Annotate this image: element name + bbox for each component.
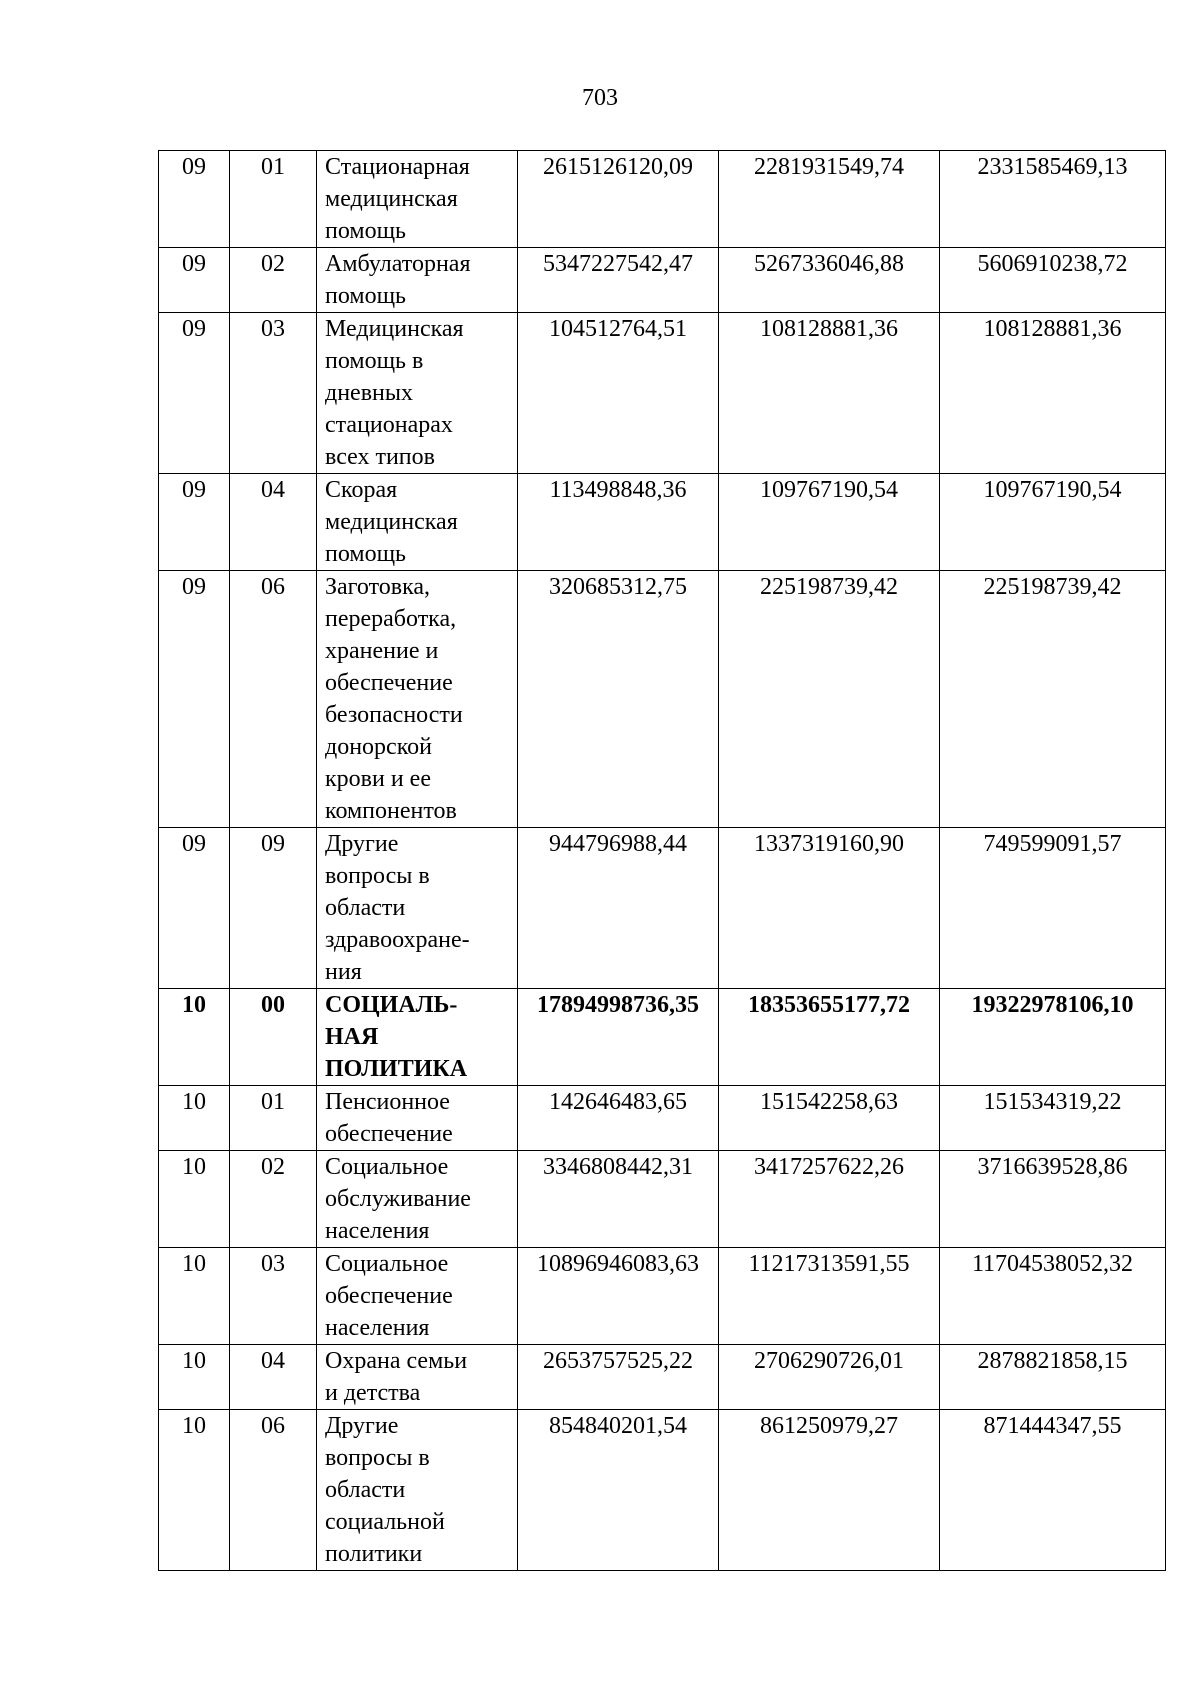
subsection-code-cell: 09 — [230, 828, 317, 989]
subsection-code-cell: 04 — [230, 1345, 317, 1410]
item-name-cell — [317, 571, 518, 828]
item-name-cell — [317, 1345, 518, 1410]
amount-2-cell: 11217313591,55 — [719, 1248, 940, 1345]
amount-1-cell: 3346808442,31 — [518, 1151, 719, 1248]
amount-3-cell: 871444347,55 — [940, 1410, 1166, 1571]
item-name-text: Заготовка, переработка, хранение и обеспечение безопасности донорской крови и ее компонентов — [325, 574, 463, 824]
item-name-text: Охрана семьи и детства — [325, 1348, 468, 1406]
page-number: 703 — [582, 85, 618, 111]
section-code-cell: 09 — [159, 151, 230, 248]
item-name-cell — [317, 1151, 518, 1248]
amount-1-cell: 142646483,65 — [518, 1086, 719, 1151]
table-row — [159, 1410, 1166, 1571]
amount-3-cell: 109767190,54 — [940, 474, 1166, 571]
item-name-text: Социальное обеспечение населения — [325, 1251, 453, 1341]
amount-3-cell: 108128881,36 — [940, 313, 1166, 474]
item-name-text: Стационарная медицинская помощь — [325, 154, 470, 244]
section-code-cell: 10 — [159, 1086, 230, 1151]
section-code-cell: 09 — [159, 474, 230, 571]
item-name-cell — [317, 151, 518, 248]
amount-1-cell: 113498848,36 — [518, 474, 719, 571]
table-row — [159, 828, 1166, 989]
subsection-code-cell: 02 — [230, 248, 317, 313]
amount-1-cell: 854840201,54 — [518, 1410, 719, 1571]
section-code-cell: 09 — [159, 571, 230, 828]
item-name-cell — [317, 1086, 518, 1151]
item-name-cell — [317, 248, 518, 313]
amount-2-cell: 1337319160,90 — [719, 828, 940, 989]
table-body — [159, 151, 1166, 1571]
subsection-code-cell: 01 — [230, 1086, 317, 1151]
amount-1-cell: 104512764,51 — [518, 313, 719, 474]
amount-2-cell: 18353655177,72 — [719, 989, 940, 1086]
item-name-text: СОЦИАЛЬ- НАЯ ПОЛИТИКА — [325, 992, 468, 1082]
amount-1-cell: 10896946083,63 — [518, 1248, 719, 1345]
section-code-cell: 10 — [159, 1410, 230, 1571]
item-name-text: Амбулаторная помощь — [325, 251, 471, 309]
table-row — [159, 248, 1166, 313]
amount-2-cell: 2281931549,74 — [719, 151, 940, 248]
amount-2-cell: 151542258,63 — [719, 1086, 940, 1151]
table-row — [159, 571, 1166, 828]
item-name-cell — [317, 1248, 518, 1345]
amount-2-cell: 109767190,54 — [719, 474, 940, 571]
item-name-text: Другие вопросы в области здравоохране- ния — [325, 831, 470, 985]
item-name-text: Медицинская помощь в дневных стационарах всех типов — [325, 316, 464, 470]
amount-3-cell: 2878821858,15 — [940, 1345, 1166, 1410]
subsection-code-cell: 03 — [230, 1248, 317, 1345]
amount-2-cell: 2706290726,01 — [719, 1345, 940, 1410]
amount-3-cell: 19322978106,10 — [940, 989, 1166, 1086]
amount-3-cell: 225198739,42 — [940, 571, 1166, 828]
subsection-code-cell: 06 — [230, 571, 317, 828]
section-code-cell: 09 — [159, 313, 230, 474]
table-row — [159, 1345, 1166, 1410]
table-row — [159, 313, 1166, 474]
section-code-cell: 10 — [159, 1248, 230, 1345]
amount-2-cell: 108128881,36 — [719, 313, 940, 474]
amount-2-cell: 225198739,42 — [719, 571, 940, 828]
table-row — [159, 1248, 1166, 1345]
item-name-text: Скорая медицинская помощь — [325, 477, 458, 567]
amount-3-cell: 749599091,57 — [940, 828, 1166, 989]
item-name-cell — [317, 989, 518, 1086]
amount-1-cell: 17894998736,35 — [518, 989, 719, 1086]
amount-1-cell: 2615126120,09 — [518, 151, 719, 248]
budget-table — [158, 150, 1166, 1571]
table-row — [159, 1086, 1166, 1151]
amount-3-cell: 2331585469,13 — [940, 151, 1166, 248]
amount-3-cell: 5606910238,72 — [940, 248, 1166, 313]
subsection-code-cell: 03 — [230, 313, 317, 474]
table-row — [159, 1151, 1166, 1248]
amount-2-cell: 5267336046,88 — [719, 248, 940, 313]
section-code-cell: 09 — [159, 828, 230, 989]
item-name-text: Социальное обслуживание населения — [325, 1154, 471, 1244]
table-row — [159, 474, 1166, 571]
table-row — [159, 151, 1166, 248]
amount-2-cell: 3417257622,26 — [719, 1151, 940, 1248]
item-name-cell — [317, 1410, 518, 1571]
section-code-cell: 09 — [159, 248, 230, 313]
subsection-code-cell: 00 — [230, 989, 317, 1086]
section-code-cell: 10 — [159, 1345, 230, 1410]
subsection-code-cell: 02 — [230, 1151, 317, 1248]
item-name-cell — [317, 828, 518, 989]
item-name-cell — [317, 474, 518, 571]
amount-2-cell: 861250979,27 — [719, 1410, 940, 1571]
amount-1-cell: 320685312,75 — [518, 571, 719, 828]
amount-1-cell: 5347227542,47 — [518, 248, 719, 313]
amount-3-cell: 11704538052,32 — [940, 1248, 1166, 1345]
item-name-text: Пенсионное обеспечение — [325, 1089, 453, 1147]
amount-3-cell: 3716639528,86 — [940, 1151, 1166, 1248]
section-code-cell: 10 — [159, 989, 230, 1086]
table-row — [159, 989, 1166, 1086]
amount-1-cell: 2653757525,22 — [518, 1345, 719, 1410]
subsection-code-cell: 06 — [230, 1410, 317, 1571]
subsection-code-cell: 01 — [230, 151, 317, 248]
amount-1-cell: 944796988,44 — [518, 828, 719, 989]
amount-3-cell: 151534319,22 — [940, 1086, 1166, 1151]
section-code-cell: 10 — [159, 1151, 230, 1248]
item-name-text: Другие вопросы в области социальной политики — [325, 1413, 445, 1567]
subsection-code-cell: 04 — [230, 474, 317, 571]
item-name-cell — [317, 313, 518, 474]
